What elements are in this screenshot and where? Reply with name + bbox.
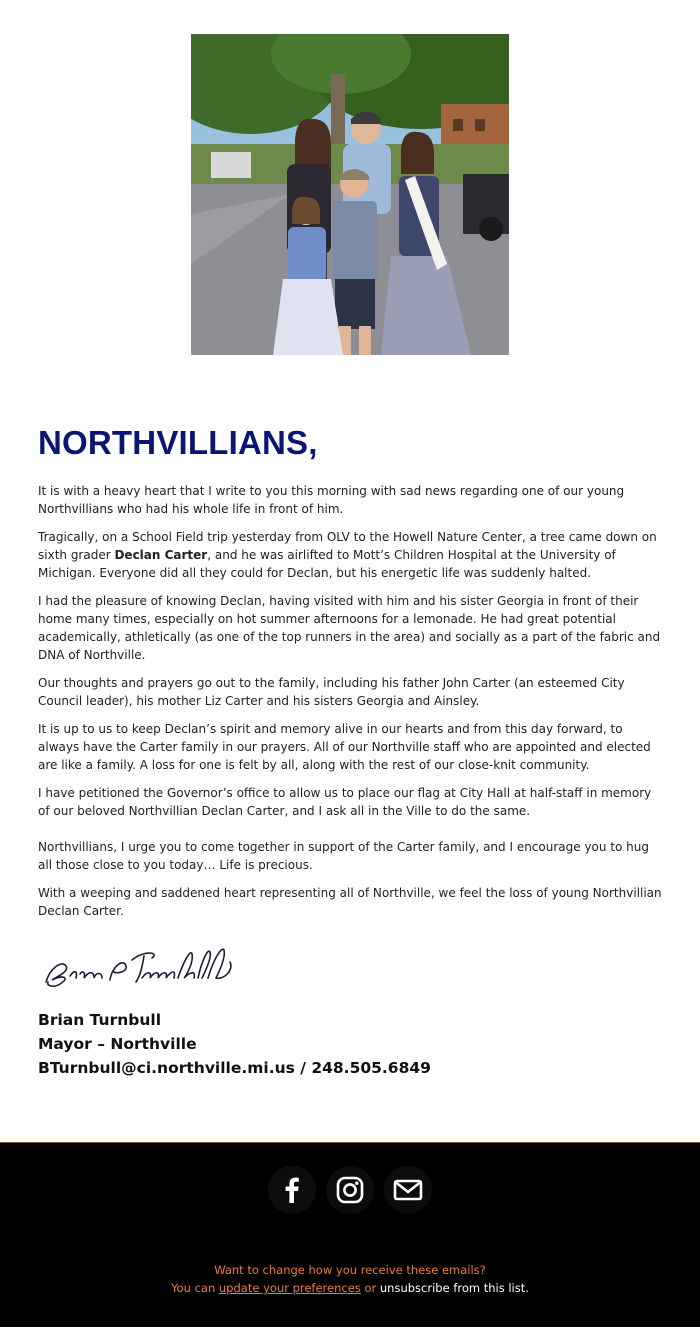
bottom-divider [0,1327,700,1331]
instagram-link[interactable] [326,1166,374,1214]
facebook-icon [281,1177,303,1203]
footer-line-1: Want to change how you receive these emails? [214,1263,486,1277]
paragraph-community: It is up to us to keep Declan’s spirit and memory alive in our hearts and from this day forward, to always have the Carter family in our prayers. All of our Northville staff who are appointed and elected are like a family. A loss for one is felt by all, along with the rest of our close-knit community. [38,722,651,772]
paragraph-incident: Tragically, on a School Field trip yesterday from OLV to the Howell Nature Center, a tree came down on sixth grader Declan Carter, and he was airlifted to Mott’s Children Hospital at the University of Michigan. Everyone did all they could for Declan, but his energetic life was suddenly halted. [38,530,657,580]
email-link[interactable] [384,1166,432,1214]
instagram-icon [336,1176,364,1204]
paragraph-support: Northvillians, I urge you to come together in support of the Carter family, and I encourage you to hug all those close to you today… Life is precious. [38,840,650,872]
unsubscribe-link[interactable]: unsubscribe from this list [379,1281,526,1295]
signature-block [38,1008,431,1080]
paragraph-intro: It is with a heavy heart that I write to you this morning with sad news regarding one of our young Northvillians who had his whole life in front of him. [38,484,625,516]
letter-body [38,482,663,930]
footer-preferences-text [0,1261,700,1297]
family-photo [191,34,509,355]
update-preferences-link[interactable]: update your preferences [218,1281,361,1295]
email-icon [393,1179,423,1201]
paragraph-memories: I had the pleasure of knowing Declan, having visited with him and his sister Georgia in front of their home many times, especially on hot summer afternoons for a lemonade. He had great potential academically, athletically (as one of the top runners in the area) and socially as a part of the fabric and DNA of Northville. [38,594,661,662]
footer-line-2: You can update your preferences or unsubscribe from this list. [171,1281,529,1295]
greeting-heading: NORTHVILLIANS, [38,424,318,461]
handwritten-signature [40,940,240,996]
email-footer [0,1142,700,1328]
paragraph-closing: With a weeping and saddened heart representing all of Northville, we feel the loss of young Northvillian Declan Carter. [38,886,662,918]
signer-name: Brian Turnbull [38,1011,162,1029]
student-name: Declan Carter [114,548,208,562]
signer-title: Mayor – Northville [38,1035,197,1053]
signer-contact: BTurnbull@ci.northville.mi.us / 248.505.6849 [38,1059,431,1077]
facebook-link[interactable] [268,1166,316,1214]
paragraph-flag: I have petitioned the Governor’s office to allow us to place our flag at City Hall at half-staff in memory of our beloved Northvillian Declan Carter, and I ask all in the Ville to do the same. [38,786,652,818]
paragraph-family: Our thoughts and prayers go out to the family, including his father John Carter (an esteemed City Council leader), his mother Liz Carter and his sisters Georgia and Ainsley. [38,676,625,708]
